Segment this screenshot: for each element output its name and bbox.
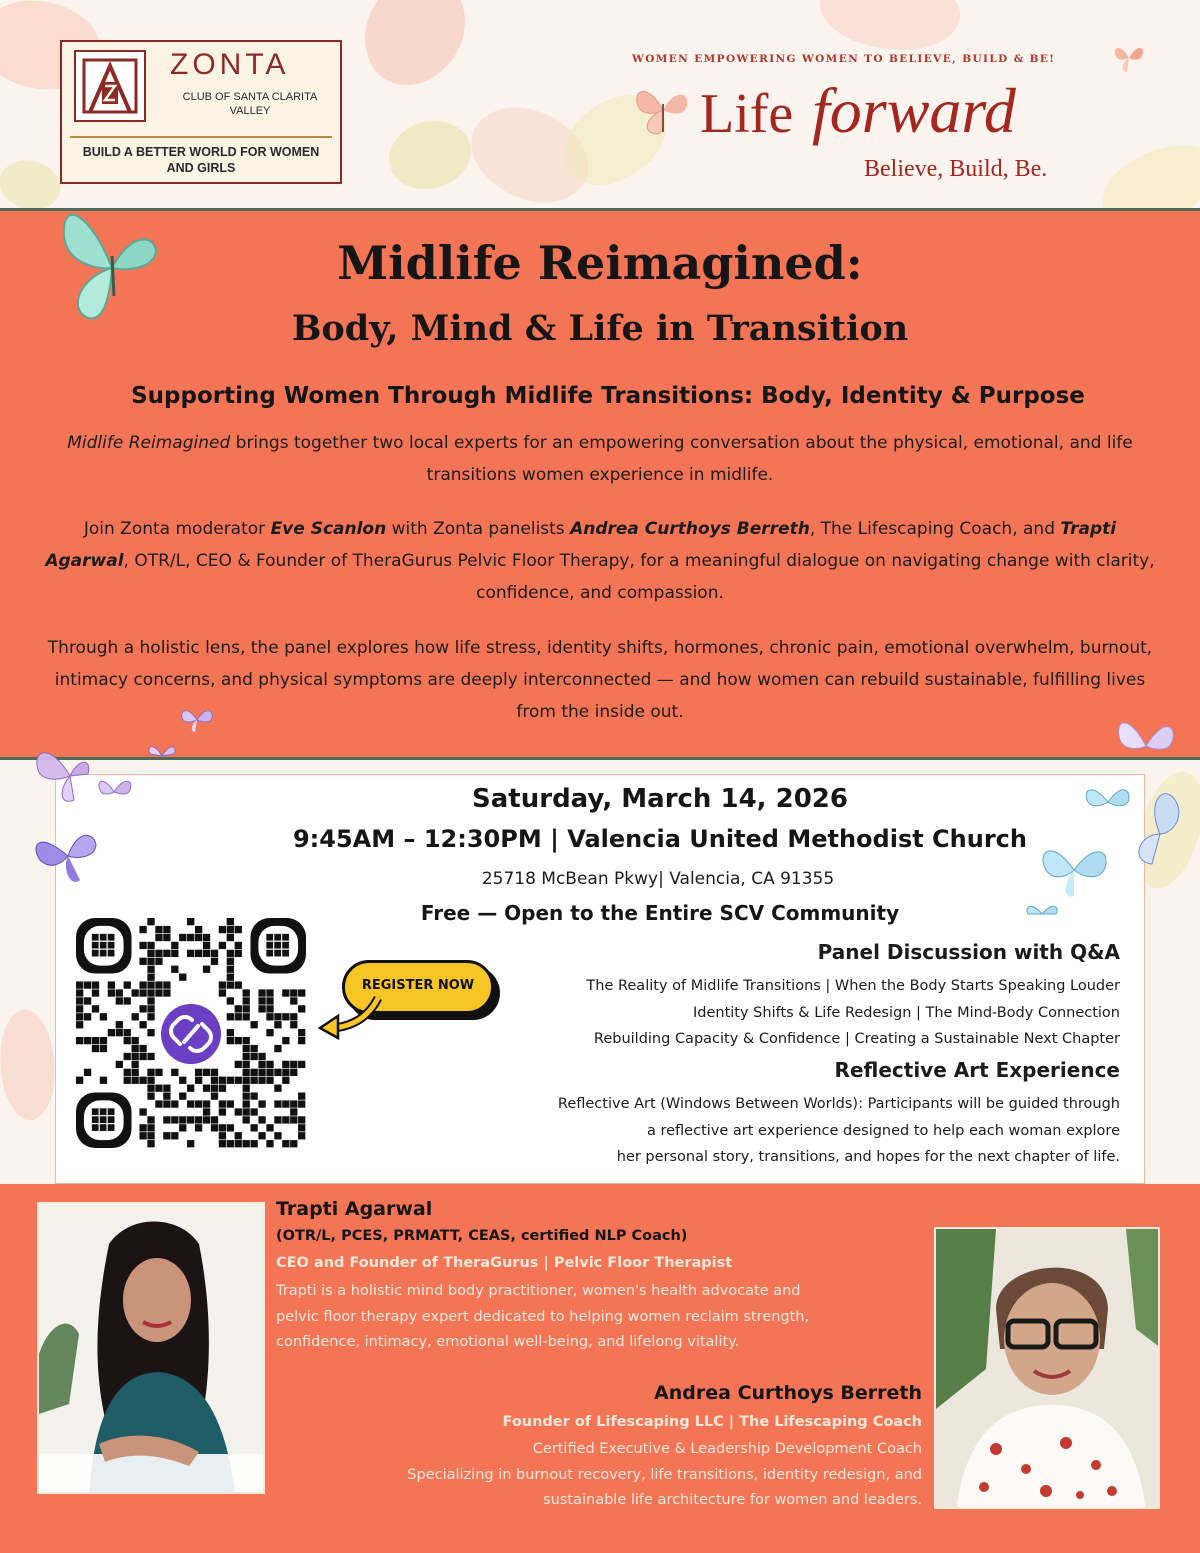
small-butterfly-icon: [178, 704, 216, 740]
lifeforward-small-butterfly-icon: [1112, 40, 1146, 80]
speaker-bio-line: confidence, intimacy, emotional well-being, and lifelong vitality.: [276, 1334, 740, 1350]
intro-paragraph-2: [40, 513, 1160, 609]
intro-paragraph-3: Through a holistic lens, the panel explores how life stress, identity shifts, hormones, chronic pain, emotional overwhelm, burnout, intimacy concerns, and physical symptoms are deeply interconnected — and how women can rebuild sustainable, fulfilling lives from the inside out.: [47, 638, 1153, 722]
speaker-2-name: [262, 1382, 922, 1404]
event-date: Saturday, March 14, 2026: [472, 784, 848, 814]
andrea-curthoys-berreth-photo: [934, 1227, 1160, 1509]
panel-topic-line: Identity Shifts & Life Redesign | The Mind-Body Connection: [693, 1004, 1120, 1021]
intro-p2-text-a: Join Zonta moderator: [83, 519, 271, 539]
speaker-1-role: [276, 1255, 916, 1271]
intro-p1-text: brings together two local experts for an empowering conversation about the physical, emotional, and life transitions women experience in midlife.: [230, 433, 1133, 485]
speaker-1-name: [276, 1198, 916, 1220]
speaker-bio-line: pelvic floor therapy expert dedicated to helping women reclaim strength,: [276, 1308, 810, 1325]
zonta-emblem-icon: [74, 50, 146, 122]
speaker-name: Andrea Curthoys Berreth: [654, 1382, 922, 1404]
speaker-1-credentials: [276, 1228, 916, 1244]
panel-topic-line: The Reality of Midlife Transitions | When the Body Starts Speaking Louder: [586, 978, 1120, 994]
lifeforward-butterfly-icon: [630, 74, 696, 148]
speaker-bio-line: Specializing in burnout recovery, life transitions, identity redesign, and: [407, 1466, 922, 1483]
lifeforward-brand-life: Life: [700, 83, 794, 145]
speaker-bio-line: Certified Executive & Leadership Development Coach: [532, 1441, 922, 1457]
speaker-bio-line: Trapti is a holistic mind body practitioner, women's health advocate and: [276, 1283, 801, 1299]
intro-paragraph-1: [40, 427, 1160, 491]
art-description: [558, 1091, 1120, 1171]
panel-topics: [586, 973, 1120, 1053]
moderator-name: Eve Scanlon: [270, 519, 387, 539]
speaker-2-bio: [262, 1437, 922, 1514]
event-time-venue: 9:45AM – 12:30PM | Valencia United Methodist Church: [292, 825, 1027, 853]
lifeforward-tagline: WOMEN EMPOWERING WOMEN TO BELIEVE, BUILD & BE!: [632, 53, 1056, 65]
panelist-1-name: Andrea Curthoys Berreth: [570, 519, 810, 539]
art-description-line: her personal story, transitions, and hopes for the next chapter of life.: [616, 1149, 1120, 1165]
intro-p2-text-c: , The Lifescaping Coach, and: [809, 519, 1061, 539]
lifeforward-subtitle: Believe, Build, Be.: [864, 156, 1048, 182]
speaker-bio-line: sustainable life architecture for women and leaders.: [543, 1492, 922, 1508]
art-section: [835, 1058, 1120, 1082]
speaker-1-bio: [276, 1279, 916, 1356]
art-heading: Reflective Art Experience: [834, 1058, 1120, 1082]
intro-p2-text-d: , OTR/L, CEO & Founder of TheraGurus Pelvic Floor Therapy, for a meaningful dialogue on navigating change with clarity, confidence, and compassion.: [123, 551, 1155, 603]
event-title: Midlife Reimagined:: [337, 236, 863, 290]
zonta-logo: [60, 40, 342, 184]
register-arrow-icon: [316, 992, 386, 1044]
intro-p2-text-b: with Zonta panelists: [386, 519, 571, 539]
panelist-2-name: Trapti Agarwal: [45, 519, 1117, 571]
speaker-2-role: [262, 1414, 922, 1430]
zonta-divider: [70, 136, 332, 138]
lifeforward-brand-forward: forward: [812, 75, 1016, 146]
speaker-name: Trapti Agarwal: [276, 1198, 433, 1220]
header: [0, 0, 1200, 208]
art-description-line: Reflective Art (Windows Between Worlds): Participants will be guided through: [557, 1096, 1120, 1112]
register-now-button[interactable]: REGISTER NOW: [342, 960, 494, 1014]
event-tagline: Supporting Women Through Midlife Transitions: Body, Identity & Purpose: [131, 383, 1085, 409]
panel-topic-line: Rebuilding Capacity & Confidence | Creating a Sustainable Next Chapter: [593, 1031, 1120, 1047]
zonta-club: CLUB OF SANTA CLARITA VALLEY: [182, 91, 318, 117]
panel-heading: Panel Discussion with Q&A: [817, 940, 1120, 964]
register-qr-code[interactable]: [76, 918, 306, 1150]
event-address: 25718 McBean Pkwy| Valencia, CA 91355: [481, 869, 835, 889]
event-subtitle: Body, Mind & Life in Transition: [291, 308, 909, 349]
zonta-name: ZONTA: [170, 48, 290, 81]
speaker-role: CEO and Founder of TheraGurus | Pelvic Floor Therapist: [276, 1255, 733, 1271]
speaker-credentials: (OTR/L, PCES, PRMATT, CEAS, certified NLP Coach): [276, 1228, 688, 1244]
event-admission: Free — Open to the Entire SCV Community: [420, 901, 900, 925]
trapti-agarwal-photo: [37, 1202, 265, 1494]
panel-section: [818, 940, 1120, 964]
qr-code-graphic: [76, 918, 306, 1150]
intro-title-emphasis: Midlife Reimagined: [67, 433, 231, 453]
zonta-tagline: BUILD A BETTER WORLD FOR WOMEN AND GIRLS: [82, 145, 320, 175]
speaker-role: Founder of Lifescaping LLC | The Lifescaping Coach: [502, 1414, 922, 1430]
art-description-line: a reflective art experience designed to help each woman explore: [646, 1122, 1120, 1139]
